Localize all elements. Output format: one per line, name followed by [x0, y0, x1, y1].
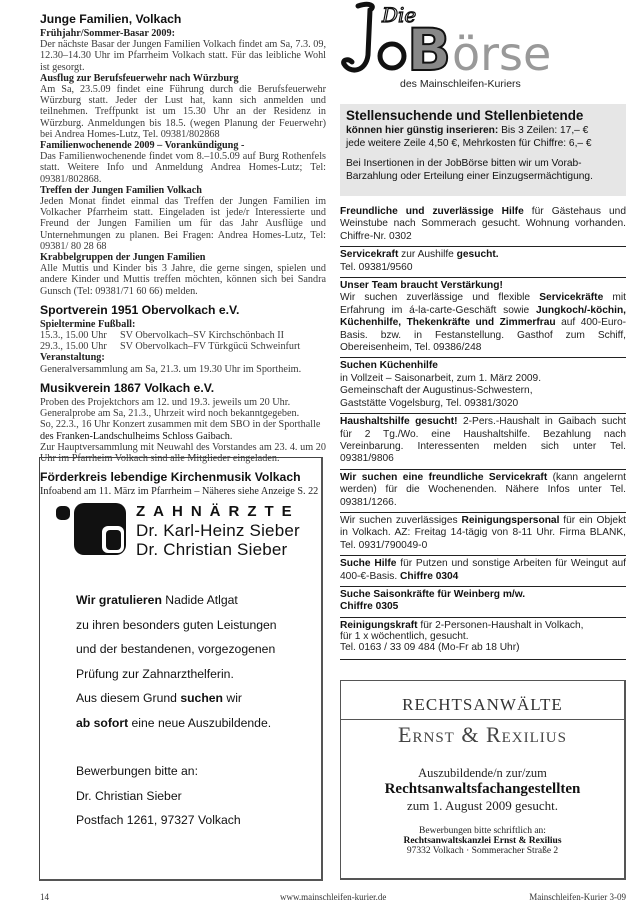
dentist-line: und der bestandenen, vorgezogenen: [76, 642, 276, 656]
logo-b: B: [407, 16, 452, 80]
bold-text: Wir gratulieren: [76, 593, 162, 607]
ad-bold: Jungkoch/-köchin, Küchenhilfe, Thekenkräfte und Zimmerfrau: [340, 304, 626, 329]
ad-text: Tel. 0163 / 33 09 484 (Mo-Fr ab 18 Uhr): [340, 641, 520, 653]
footer-website[interactable]: www.mainschleifen-kurier.de: [280, 892, 387, 902]
section-heading: Musikverein 1867 Volkach e.V.: [40, 380, 215, 395]
footer-issue: Mainschleifen-Kurier 3-09: [529, 892, 626, 902]
section-heading: Sportverein 1951 Obervolkach e.V.: [40, 302, 240, 317]
page-number: 14: [40, 892, 49, 902]
ad-bold: Chiffre 0304: [400, 570, 459, 582]
job-ad: [340, 513, 626, 556]
item-title: Frühjahr/Sommer-Basar 2009:: [40, 28, 175, 39]
schedule-match: SV Obervolkach–SV Kirchschönbach II: [120, 330, 285, 342]
info-line: Bei Insertionen in der JobBörse bitten wir um Vorab-Barzahlung oder Erteilung einer Einzugsermächtigung.: [346, 158, 593, 182]
ad-bold: Haushaltshilfe gesucht!: [340, 416, 458, 428]
left-column: [40, 12, 326, 503]
schedule-row: [40, 330, 326, 341]
section-musikverein: [40, 381, 326, 464]
dentist-line: zu ihren besonders guten Leistungen: [76, 617, 277, 632]
ad-text: 2-Pers.-Haushalt in Gaibach sucht für 2 Tg./Wo. eine Haushaltshilfe. Bezahlung nach Vereinbarung. Interessenten melden sich unter Tel. 09381/9806: [340, 416, 627, 465]
music-line: Proben des Projektchors am 12. und 19.3. jeweils um 20 Uhr.: [40, 396, 291, 408]
divider: [341, 719, 624, 720]
item-title: Krabbelgruppen der Jungen Familien: [40, 252, 206, 264]
jobboerse-info-box: [340, 104, 626, 196]
text: Aus diesem Grund: [76, 691, 181, 705]
ad-text: für 2-Personen-Haushalt in Volkach,: [417, 619, 584, 631]
ad-bold: Servicekräfte: [539, 292, 604, 304]
apply-line: Dr. Christian Sieber: [76, 788, 182, 803]
dentist-line: [76, 716, 277, 741]
lawyer-position: Rechtsanwaltsfachangestellten: [384, 781, 581, 797]
schedule-row: [40, 341, 326, 352]
schedule-match: SV Obervolkach–FV Türkgücü Schweinfurt: [120, 341, 301, 353]
ad-bold: Chiffre 0305: [340, 601, 399, 613]
jobboerse-logo-icon: [340, 0, 636, 80]
item-text: Alle Muttis und Kinder bis 3 Jahre, die gerne singen, spielen und andere Kinder und Muttis treffen möchten, können sich bei Sandra Gunsch (Tel: 09381/71 60 66) melden.: [40, 263, 326, 297]
section-heading: Förderkreis lebendige Kirchenmusik Volkach: [40, 470, 301, 485]
ad-text: für ein Objekt in Volkach. AZ: Freitag 14-tägig von 8-11 Uhr. Firma BLANK, Tel. 0931/790049-0: [340, 514, 626, 551]
dentist-title: ZAHNÄRZTE: [136, 503, 300, 520]
item-text: Jeden Monat findet einmal das Treffen der Jungen Familien im Volkacher Pfarrheim statt. Eingeladen ist jede/r Interessierte und Freund der Jungen Familien um für das Jahr Ausflüge und Unternehmungen zu planen. Bei Fragen: Andrea Homes-Lutz, Tel: 09381/ 80 28 68: [40, 196, 326, 252]
ad-text: Wir suchen zuverlässige und flexible: [340, 292, 540, 304]
music-line: So, 22.3., 16 Uhr Konzert zusammen mit dem SBO in der Sporthalle: [40, 419, 321, 431]
ad-bold: Reinigungspersonal: [461, 514, 560, 526]
music-line: Generalprobe am Sa, 21.3., Uhrzeit wird noch bekanntgegeben.: [40, 408, 300, 420]
music-line: Zur Hauptversammlung mit Neuwahl des Vorstandes am 23. 4. um 20 Uhr im Pfarrheim Volkach sind alle Mitglieder eingeladen.: [40, 441, 326, 464]
lawyer-apply: Rechtsanwaltskanzlei Ernst & Rexilius: [403, 836, 562, 846]
logo-die: Die: [382, 3, 417, 27]
ad-text: für Gästehaus und Weinstube nach Sommerach gesucht. Wohnung vorhanden. Chiffre-Nr. 0302: [340, 206, 627, 242]
ad-text: (kann angelernt werden) für die Wochenenden. Nähere Infos unter Tel. 09381/1266.: [340, 471, 626, 508]
dentist-apply: [76, 764, 241, 838]
job-ads-list: [340, 206, 626, 660]
ad-text: zur Aushilfe: [398, 249, 457, 261]
ad-bold: gesucht.: [456, 249, 499, 261]
ad-bold: Unser Team braucht Verstärkung!: [340, 280, 503, 292]
job-ad: [340, 247, 626, 278]
event-text: Generalversammlung am Sa, 21.3. um 19.30 Uhr im Sportheim.: [40, 363, 302, 375]
schedule-date: 29.3., 15.00 Uhr: [40, 341, 107, 353]
job-ad: [340, 618, 626, 660]
bold-text: suchen: [180, 691, 223, 705]
job-ad: [340, 358, 626, 414]
ad-text: Gaststätte Vogelsburg, Tel. 09381/3020: [340, 397, 519, 409]
ad-text: mit Erfahrung im á-la-carte-Geschäft sowie: [340, 292, 626, 316]
lawyer-apply: 97332 Volkach · Sommeracher Straße 2: [406, 846, 559, 856]
ad-bold: Wir suchen eine freundliche Servicekraft: [340, 471, 548, 483]
item-text: Das Familienwochenende findet vom 8.–10.5.09 auf Burg Rothenfels statt. Weitere Info und Anmeldung Andrea Homes-Lutz; Tel: 09381/802868.: [40, 151, 326, 185]
dentist-line: [76, 691, 277, 716]
schedule-date: 15.3., 15.00 Uhr: [40, 330, 107, 342]
dentist-logo-icon: [56, 503, 128, 557]
lawyer-line: Auszubildende/n zur/zum: [418, 766, 547, 780]
jobboerse-logo: [340, 0, 636, 92]
apply-line: Bewerbungen bitte an:: [76, 764, 198, 778]
ad-text: für Putzen und sonstige Arbeiten für Weingut auf 400-€-Basis.: [340, 558, 627, 582]
text: Bis 3 Zeilen: 17,– €: [498, 125, 589, 136]
jobboerse-subtitle: des Mainschleifen-Kuriers: [400, 78, 521, 90]
info-line: [346, 124, 620, 137]
ad-bold: Suche Saisonkräfte für Weinberg m/w.: [340, 588, 526, 600]
lawyer-title: RECHTSANWÄLTE: [402, 695, 563, 714]
foerderkreis-text: Infoabend am 11. März im Pfarrheim – Näheres siehe Anzeige S. 22: [40, 486, 319, 498]
apply-line: Postfach 1261, 97327 Volkach: [76, 813, 241, 827]
ad-text: Tel. 09381/9560: [340, 261, 413, 273]
ad-bold: Suchen Küchenhilfe: [340, 360, 438, 372]
ad-bold: Suche Hilfe: [340, 558, 397, 570]
dentist-doctor-2: Dr. Christian Sieber: [136, 540, 288, 559]
info-heading: Stellensuchende und Stellenbietende: [346, 108, 584, 123]
lawyer-firm-name: Ernst & Rexilius: [398, 722, 567, 747]
bold-text: können hier günstig inserieren:: [346, 125, 499, 136]
ad-text: für 1 x wöchentlich, gesucht.: [340, 630, 469, 642]
ad-text: auf 400-Euro-Basis. bzw. in Festanstellung. Gasthof zum Schiff, Obereisenheim, Tel. 09386/248: [340, 317, 626, 354]
dentist-body: [76, 593, 277, 740]
ad-text: Gemeinschaft der Augustinus-Schwestern,: [340, 385, 533, 397]
music-line: [40, 431, 326, 442]
section-sportverein: [40, 303, 326, 375]
item-text: Der nächste Basar der Jungen Familien Volkach findet am Sa, 7.3. 09, 12.30–14.30 Uhr im Pfarrheim Volkach statt. Für das leibliche Wohl ist gesorgt.: [40, 39, 326, 73]
job-ad: [340, 278, 626, 358]
item-title: Familienwochenende 2009 – Vorankündigung -: [40, 140, 245, 152]
job-ad: [340, 587, 626, 618]
item-title: Ausflug zur Berufsfeuerwehr nach Würzburg: [40, 72, 239, 84]
ad-bold: Servicekraft: [340, 249, 399, 261]
job-ad: [340, 470, 626, 513]
lawyer-ad: [340, 680, 626, 880]
job-ad: [340, 206, 626, 247]
ad-bold: Freundliche und zuverlässige Hilfe: [340, 206, 524, 217]
section-junge-familien: [40, 12, 326, 297]
dentist-line: [76, 593, 277, 618]
section-heading: Junge Familien, Volkach: [40, 12, 182, 26]
bold-text: ab sofort: [76, 715, 129, 730]
text: eine neue Auszubildende.: [128, 715, 272, 730]
ad-text: in Vollzeit – Saisonarbeit, zum 1. März 2009.: [340, 372, 542, 384]
ad-text: Wir suchen zuverlässiges: [340, 514, 462, 526]
info-line: jede weitere Zeile 4,50 €, Mehrkosten für Chiffre: 6,– €: [346, 138, 592, 149]
text: wir: [223, 691, 242, 705]
item-title: Treffen der Jungen Familien Volkach: [40, 184, 202, 196]
venue-name: des Franken-Landschulheims Schloss Gaibach: [40, 430, 230, 442]
job-ad: [340, 556, 626, 587]
schedule-title: Spieltermine Fußball:: [40, 318, 136, 330]
lawyer-apply: Bewerbungen bitte schriftlich an:: [419, 826, 546, 836]
item-text: Am Sa, 23.5.09 findet eine Führung durch die Berufsfeuerwehr Würzburg statt. Jeder der Lust hat, kann sich anmelden und teilnehmen. Treffpunkt ist um 15.30 Uhr an der Residenz in Würzburg. Anmeldungen bis 18.5. (wegen Planung der Feuerwehr) bei Andrea Homes-Lutz, Tel. 09381/802868: [40, 84, 326, 140]
ad-bold: Reinigungskraft: [340, 619, 418, 631]
dentist-ad: [39, 457, 323, 881]
dentist-line: Prüfung zur Zahnarzthelferin.: [76, 666, 234, 681]
dentist-doctor-1: Dr. Karl-Heinz Sieber: [136, 521, 300, 540]
text: Nadide Atlgat: [161, 593, 238, 607]
logo-oerse: örse: [452, 27, 552, 80]
event-title: Veranstaltung:: [40, 352, 105, 364]
job-ad: [340, 414, 626, 470]
lawyer-line: zum 1. August 2009 gesucht.: [407, 798, 558, 813]
period: .: [229, 430, 233, 442]
